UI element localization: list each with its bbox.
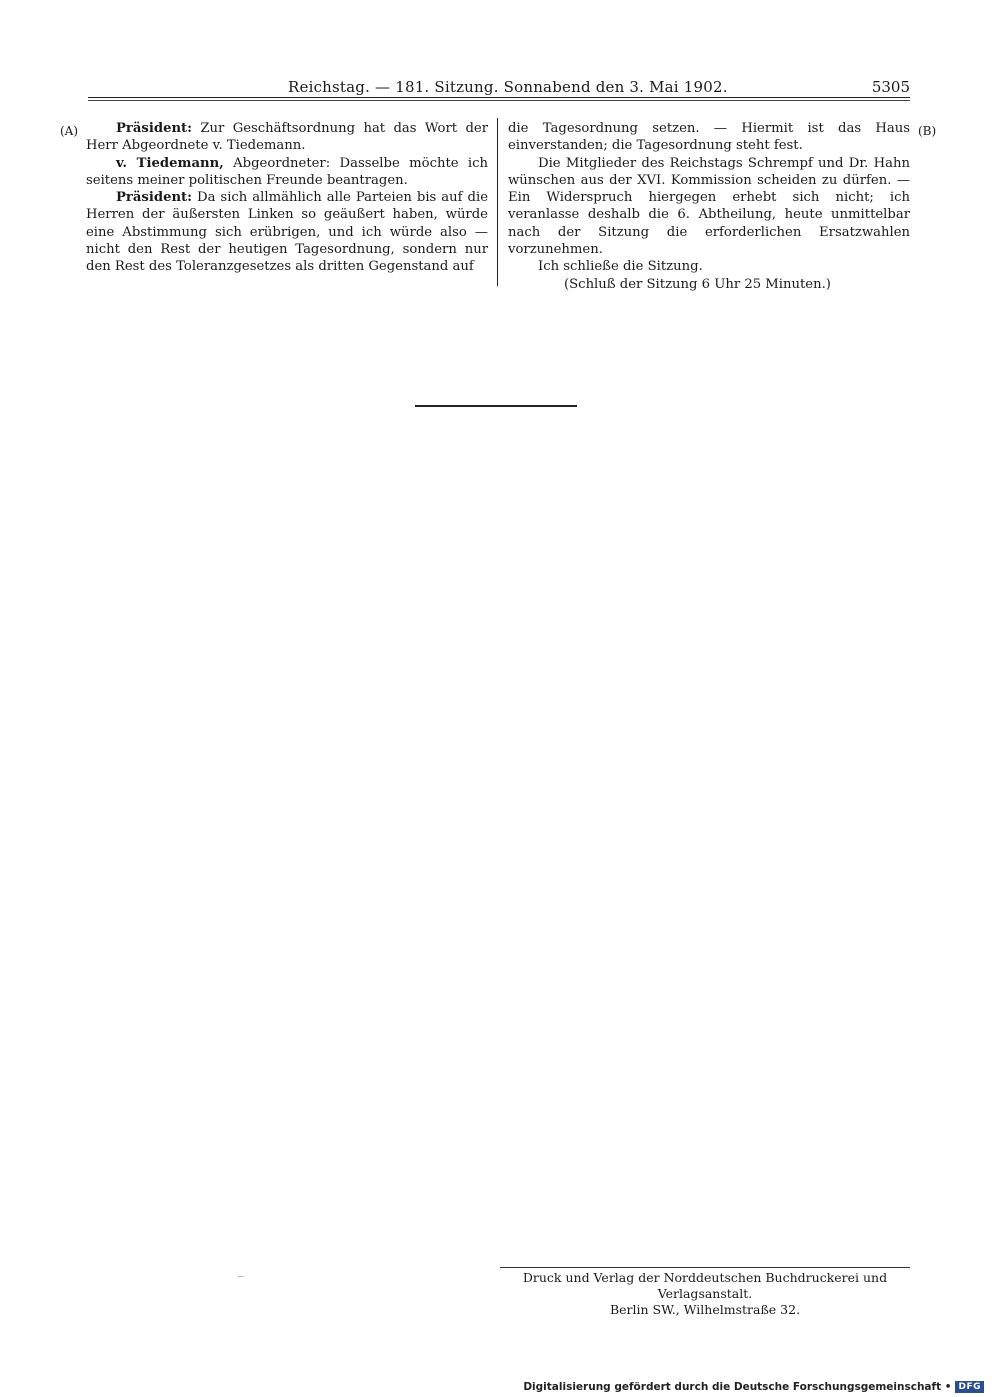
page-number: 5305 bbox=[871, 78, 910, 96]
paragraph: Die Mitglieder des Reichstags Schrempf und Dr. Hahn wünschen aus der XVI. Kommission scheiden zu dürfen. — Ein Widerspruch hiergegen erhebt sich nicht; ich veranlasse deshalb die 6. Abtheilung, heute unmittelbar nach der Sitzung die erforderlichen Ersatzwahlen vorzunehmen. bbox=[508, 155, 910, 258]
speaker-name: Präsident: bbox=[116, 190, 193, 206]
header-title: Reichstag. — 181. Sitzung. Sonnabend den 3. Mai 1902. bbox=[288, 78, 728, 96]
paragraph bbox=[86, 120, 488, 155]
paragraph: Ich schließe die Sitzung. bbox=[538, 259, 703, 275]
running-header bbox=[88, 78, 910, 98]
imprint bbox=[500, 1270, 910, 1318]
paragraph: die Tagesordnung setzen. — Hiermit ist das Haus einverstanden; die Tagesordnung steht fest. bbox=[508, 121, 910, 154]
margin-marker-left: (A) bbox=[60, 124, 79, 138]
footer-text: Digitalisierung gefördert durch die Deutsche Forschungsgemeinschaft • bbox=[523, 1381, 952, 1393]
speaker-name: Präsident: bbox=[116, 121, 193, 136]
margin-marker-right: (B) bbox=[918, 124, 937, 138]
end-rule bbox=[415, 405, 577, 407]
speech-text: Da sich allmählich alle Parteien bis auf die Herren der äußersten Linken so geäußert haben, würde eine Abstimmung sich erübrigen, und ich würde also — nicht den Rest der heutigen Tagesordnung, sondern nur den Rest des Toleranzgesetzes als dritten Gegenstand auf bbox=[86, 190, 488, 275]
paragraph bbox=[86, 189, 488, 275]
imprint-line: Berlin SW., Wilhelmstraße 32. bbox=[609, 1302, 801, 1317]
digitization-footer bbox=[523, 1381, 984, 1393]
speaker-name: v. Tiedemann, bbox=[116, 155, 224, 171]
header-rule bbox=[88, 97, 910, 98]
header-rule-secondary bbox=[88, 100, 910, 101]
right-column bbox=[508, 120, 910, 293]
session-close-note: (Schluß der Sitzung 6 Uhr 25 Minuten.) bbox=[564, 276, 831, 292]
paragraph bbox=[86, 155, 488, 190]
imprint-rule bbox=[500, 1267, 910, 1268]
speech-text: Abgeordneter: Dasselbe möchte ich seitens meiner politischen Freunde beantragen. bbox=[86, 155, 489, 188]
left-column bbox=[86, 120, 488, 276]
column-divider bbox=[497, 118, 498, 286]
speech-text: Zur Geschäftsordnung hat das Wort der Herr Abgeordnete v. Tiedemann. bbox=[86, 121, 488, 154]
imprint-line: Druck und Verlag der Norddeutschen Buchdruckerei und Verlagsanstalt. bbox=[522, 1270, 888, 1301]
dfg-logo: DFG bbox=[955, 1381, 984, 1393]
scan-mark bbox=[238, 1276, 244, 1277]
